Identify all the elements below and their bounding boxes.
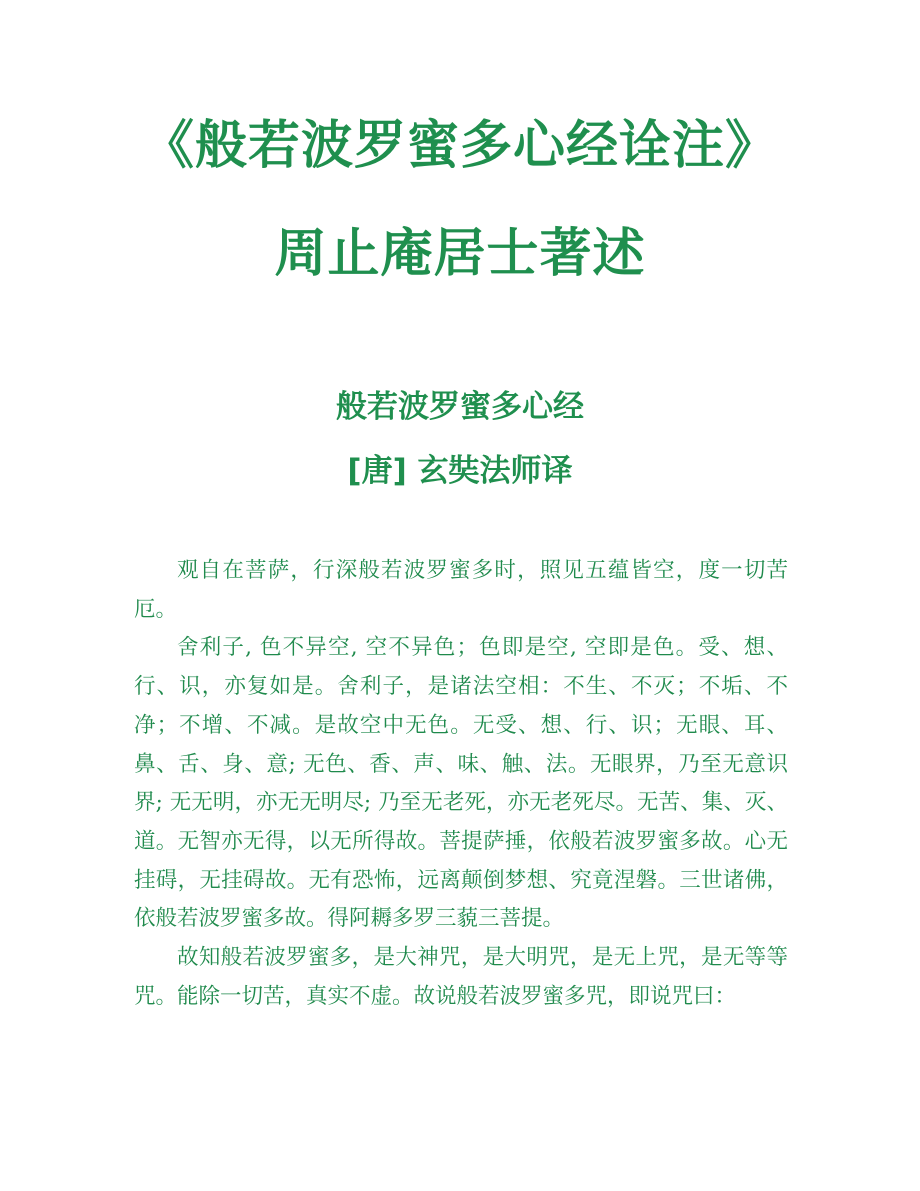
translator-line: [唐] 玄奘法师译 [347,453,573,489]
paragraph-3: 故知般若波罗蜜多，是大神咒，是大明咒，是无上咒，是无等等咒。能除一切苦，真实不虚。故说般若波罗蜜多咒，即说咒曰： [134,945,788,1009]
document-title: 《般若波罗蜜多心经诠注》 [141,116,778,176]
sutra-body [134,552,788,1016]
paragraph-1: 观自在菩萨，行深般若波罗蜜多时，照见五蕴皆空，度一切苦厄。 [134,558,788,622]
author-line: 周止庵居士著述 [274,224,646,284]
paragraph-2: 舍利子, 色不异空, 空不异色；色即是空, 空即是色。受、想、行、识，亦复如是。舍利子，是诸法空相：不生、不灭；不垢、不净；不增、不减。是故空中无色。无受、想、行、识；无眼、耳、鼻、舌、身、意; 无色、香、声、味、触、法。无眼界，乃至无意识界; 无无明，亦无无明尽; 乃至无老死，亦无老死尽。无苦、集、灭、道。无智亦无得，以无所得故。菩提萨捶，依般若波罗蜜多故。心无挂碍，无挂碍故。无有恐怖，远离颠倒梦想、究竟涅磐。三世诸佛，依般若波罗蜜多故。得阿耨多罗三藐三菩提。 [134,635,788,932]
sutra-title: 般若波罗蜜多心经 [336,389,584,425]
